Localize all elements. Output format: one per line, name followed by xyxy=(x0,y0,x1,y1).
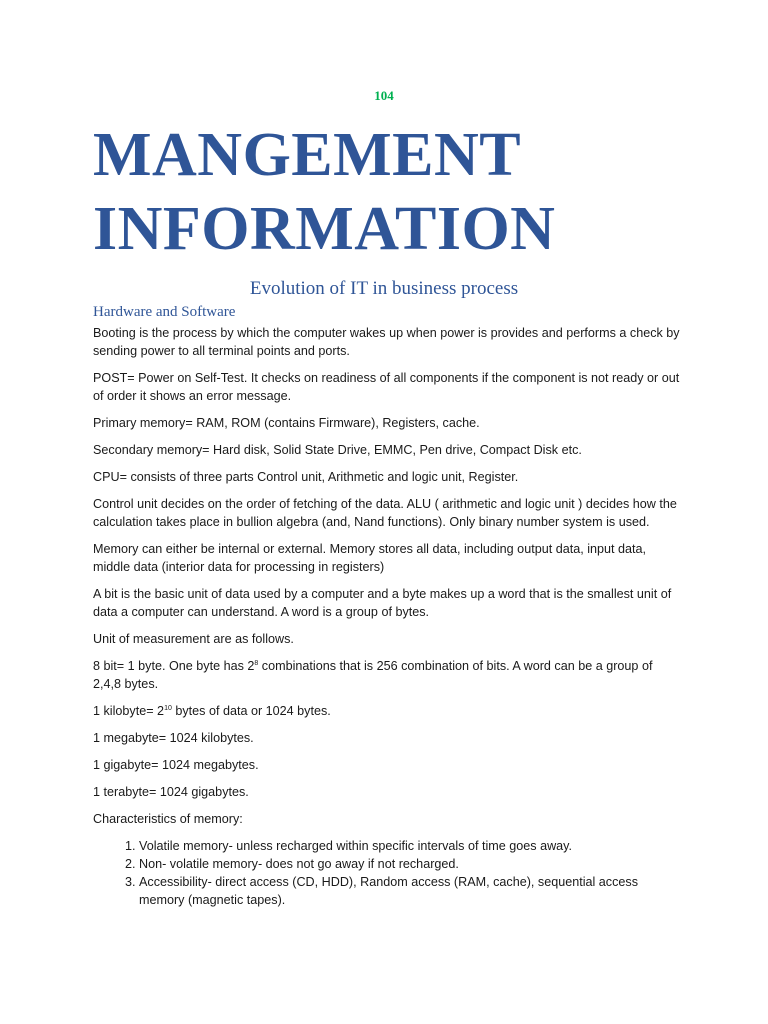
paragraph-megabyte: 1 megabyte= 1024 kilobytes. xyxy=(93,731,254,745)
paragraph-unit-intro: Unit of measurement are as follows. xyxy=(93,632,294,646)
paragraph-cpu: CPU= consists of three parts Control unit, Arithmetic and logic unit, Register. xyxy=(93,470,519,484)
list-item: 1. Volatile memory- unless recharged within specific intervals of time goes away. xyxy=(139,837,683,855)
paragraph-primary-memory: Primary memory= RAM, ROM (contains Firmware), Registers, cache. xyxy=(93,416,480,430)
paragraph-post: POST= Power on Self-Test. It checks on readiness of all components if the component is not ready or out of order it shows an error message. xyxy=(93,371,680,403)
memory-characteristics-list xyxy=(93,837,683,909)
paragraph-booting: Booting is the process by which the computer wakes up when power is provides and performs a check by sending power to all terminal points and ports. xyxy=(93,326,680,358)
section-heading: Hardware and Software xyxy=(93,304,236,320)
title-line-1: MANGEMENT xyxy=(93,121,522,189)
paragraph-characteristics: Characteristics of memory: xyxy=(93,812,243,826)
page-title xyxy=(93,118,555,266)
subtitle: Evolution of IT in business process xyxy=(249,278,519,299)
list-item: 2. Non- volatile memory- does not go away if not recharged. xyxy=(139,855,683,873)
body-text xyxy=(93,324,683,909)
paragraph-kilobyte: 1 kilobyte= $2^{10}$ bytes of data or 1024 bytes. xyxy=(93,704,331,718)
paragraph-control-unit: Control unit decides on the order of fetching of the data. ALU ( arithmetic and logic unit ) decides how the calculation takes place in bullion algebra (and, Nand functions). Only binary number system is used. xyxy=(93,497,677,529)
title-line-2: INFORMATION xyxy=(93,195,556,263)
paragraph-bit-byte: A bit is the basic unit of data used by a computer and a byte makes up a word that is the smallest unit of data a computer can understand. A word is a group of bytes. xyxy=(93,587,672,619)
paragraph-gigabyte: 1 gigabyte= 1024 megabytes. xyxy=(93,758,259,772)
paragraph-eight-bit: 8 bit= 1 byte. One byte has $2^8$ combinations that is 256 combination of bits. A word can be a group of 2,4,8 bytes. xyxy=(93,659,653,691)
paragraph-memory: Memory can either be internal or external. Memory stores all data, including output data, input data, middle data (interior data for processing in registers) xyxy=(93,542,647,574)
list-item: 3. Accessibility- direct access (CD, HDD), Random access (RAM, cache), sequential access memory (magnetic tapes). xyxy=(139,873,683,909)
paragraph-secondary-memory: Secondary memory= Hard disk, Solid State Drive, EMMC, Pen drive, Compact Disk etc. xyxy=(93,443,582,457)
page-number: 104 xyxy=(374,88,394,103)
paragraph-terabyte: 1 terabyte= 1024 gigabytes. xyxy=(93,785,249,799)
